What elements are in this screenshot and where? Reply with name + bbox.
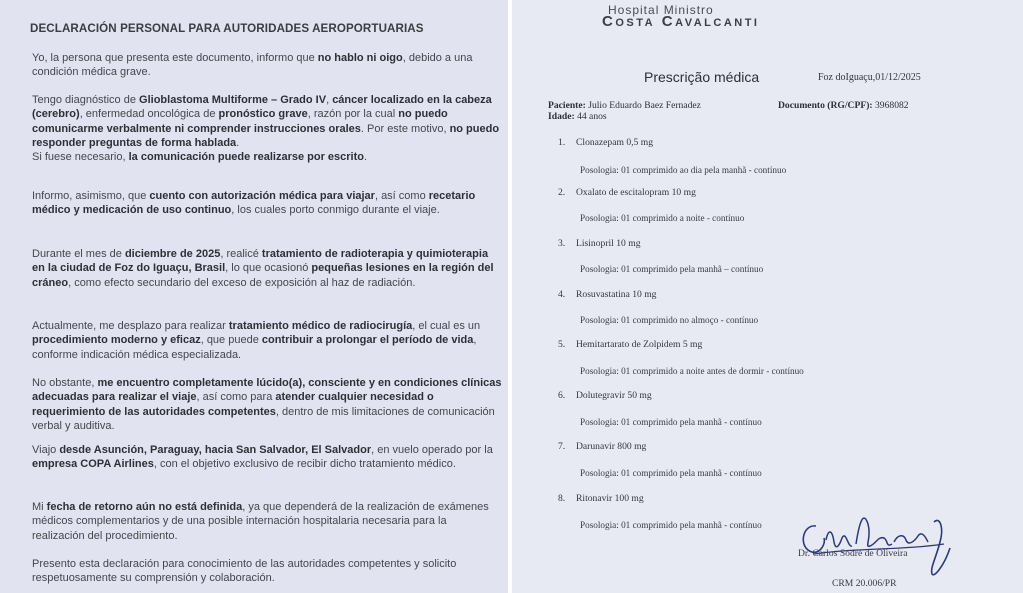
med-number: 4.: [558, 289, 566, 300]
paragraph-3: Informo, asimismo, que cuento con autorización médica para viajar, así como recetario médico y medicación de uso continuo, los cuales porto conmigo durante el viaje.: [32, 190, 476, 217]
prescription-title: Prescrição médica: [644, 69, 760, 85]
med-name: Ritonavir 100 mg: [576, 493, 644, 504]
paragraph-5: Actualmente, me desplazo para realizar tratamiento médico de radiocirugía, el cual es un procedimiento moderno y eficaz, que puede contribuir a prolongar el período de vida, conforme indicación médica especializada.: [32, 320, 481, 361]
age-value: 44 anos: [577, 111, 607, 122]
med-name: Clonazepam 0,5 mg: [576, 137, 653, 148]
document-label: Documento (RG/CPF):: [778, 100, 873, 111]
med-posology: Posologia: 01 comprimido a noite antes de dormir - contínuo: [580, 366, 804, 376]
med-posology: Posologia: 01 comprimido pela manhã - contínuo: [580, 520, 762, 530]
patient-label: Paciente:: [548, 100, 586, 111]
prescription-document: [512, 0, 1023, 593]
med-posology: Posologia: 01 comprimido no almoço - contínuo: [580, 315, 759, 325]
declaration-document: [0, 0, 508, 593]
doctor-crm: CRM 20.006/PR: [832, 578, 897, 589]
age-info: [548, 111, 607, 122]
patient-name: Julio Eduardo Baez Fernadez: [588, 100, 701, 111]
med-posology: Posologia: 01 comprimido pela manhã - contínuo: [580, 417, 762, 427]
med-name: Darunavir 800 mg: [576, 441, 647, 452]
paragraph-9: Presento esta declaración para conocimiento de las autoridades competentes y solicito respetuosamente su comprensión y colaboración.: [32, 558, 457, 585]
med-number: 6.: [558, 390, 566, 401]
med-posology: Posologia: 01 comprimido ao dia pela manhã - contínuo: [580, 165, 787, 175]
med-name: Lisinopril 10 mg: [576, 238, 641, 249]
med-number: 7.: [558, 441, 566, 452]
paragraph-7: Viajo desde Asunción, Paraguay, hacia San Salvador, El Salvador, en vuelo operado por la empresa COPA Airlines, con el objetivo exclusivo de recibir dicho tratamiento médico.: [32, 444, 493, 471]
med-posology: Posologia: 01 comprimido a noite - contínuo: [580, 213, 745, 223]
document-value: 3968082: [875, 100, 909, 111]
paragraph-2: Tengo diagnóstico de Glioblastoma Multiforme – Grado IV, cáncer localizado en la cabeza (cerebro), enfermedad oncológica de pronóstico grave, razón por la cual no puedo comunicarme verbalmente ni comprender instrucciones orales. Por este motivo, no puedo responder preguntas de forma hablada. Si fuese necesario, la comunicación puede realizarse por escrito.: [32, 94, 500, 164]
paragraph-8: Mi fecha de retorno aún no está definida, ya que dependerá de la realización de exámenes médicos complementarios y de una posible internación hospitalaria necesaria para la realización del procedimiento.: [32, 501, 489, 542]
med-number: 5.: [558, 339, 566, 350]
med-posology: Posologia: 01 comprimido pela manhã – contínuo: [580, 264, 764, 274]
age-label: Idade:: [548, 111, 575, 122]
med-number: 8.: [558, 493, 566, 504]
doctor-signature-icon: [794, 508, 964, 578]
paragraph-4: Durante el mes de diciembre de 2025, realicé tratamiento de radioterapia y quimioterapia en la ciudad de Foz do Iguaçu, Brasil, lo que ocasionó pequeñas lesiones en la región del cráneo, como efecto secundario del exceso de exposición al haz de radiación.: [32, 248, 494, 289]
med-name: Oxalato de escitalopram 10 mg: [576, 187, 696, 198]
med-number: 1.: [558, 137, 566, 148]
prescription-date: Foz doIguaçu,01/12/2025: [818, 72, 921, 83]
med-name: Dolutegravir 50 mg: [576, 390, 652, 401]
paragraph-6: No obstante, me encuentro completamente lúcido(a), consciente y en condiciones clínicas adecuadas para realizar el viaje, así como para atender cualquier necesidad o requerimiento de las autoridades competentes, dentro de mis limitaciones de comunicación verbal y auditiva.: [32, 377, 502, 432]
paragraph-1: Yo, la persona que presenta este documento, informo que no hablo ni oigo, debido a una condición médica grave.: [32, 52, 473, 79]
patient-info: [548, 100, 701, 111]
document-info: [778, 100, 909, 111]
doctor-name: Dr. Carlos Sodré de Oliveira: [798, 548, 908, 559]
hospital-name-line1: Hospital Ministro: [608, 3, 714, 17]
declaration-title: DECLARACIÓN PERSONAL PARA AUTORIDADES AEROPORTUARIAS: [30, 22, 424, 35]
med-name: Hemitartarato de Zolpidem 5 mg: [576, 339, 703, 350]
med-number: 2.: [558, 187, 566, 198]
hospital-name-line2: Costa Cavalcanti: [602, 13, 760, 30]
med-number: 3.: [558, 238, 566, 249]
med-posology: Posologia: 01 comprimido pela manhã - contínuo: [580, 468, 762, 478]
med-name: Rosuvastatina 10 mg: [576, 289, 657, 300]
